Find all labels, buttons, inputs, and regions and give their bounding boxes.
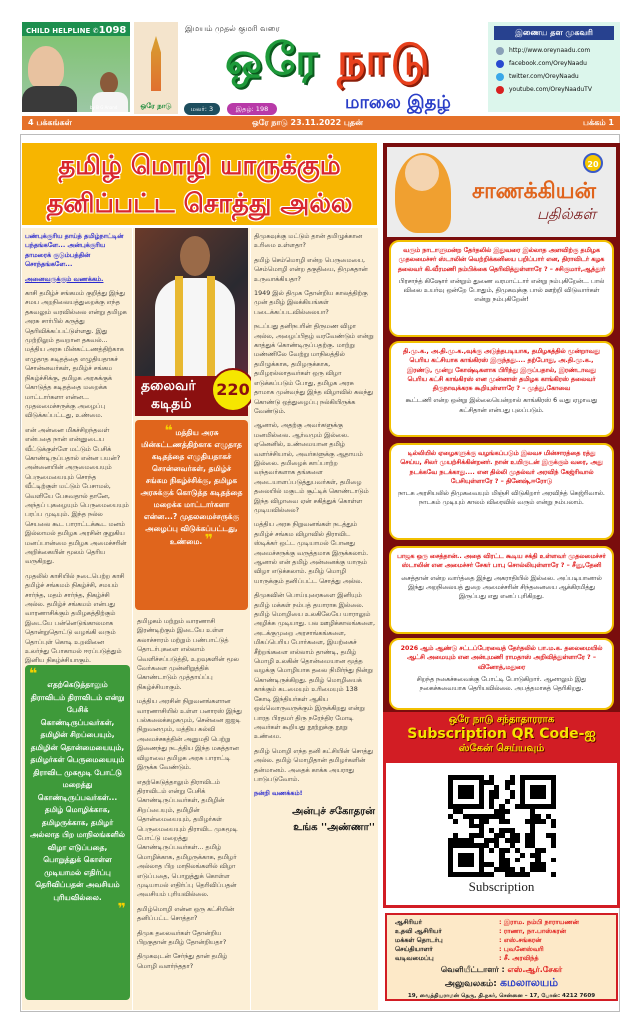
paragraph: தமிழகம் மற்றும் வாரணாசி இரண்டிற்கும் இடையே உள்ள கலாச்சாரம் மற்றும் பண்பாட்டுத் தொடர்புகளை எல்லாம் வெளிச்சப்படுத்தி, உறவுகளின் மூல வேர்களை முன்னிறுத்திக் கொண்டாடும் முத்தாய்ப்பு நிகழ்ச்சியாகும். — [137, 617, 239, 691]
answer: சிறந்த நகைச்சுவைக்கு போட்டி போடுகிறார். ஆனாலும் இது நகைச்சுவையாக தெரியவில்லை. அபத்தமாகத் தெரிகிறது. — [416, 675, 587, 693]
badge-line: கடிதம் — [151, 396, 192, 412]
masthead-title — [225, 34, 432, 86]
subscription-line: ஒரே நாடு சந்தாதாரராக — [448, 714, 555, 725]
headline-line: தனிப்பட்ட சொத்து அல்ல — [46, 189, 353, 219]
facebook-icon — [496, 60, 504, 68]
paragraph: தமிழ் மொழி எந்த தனி கட்சியின் சொத்து அல்ல. தமிழ் மொழிதான் தமிழர்களின் தன்மானம். அதைக் காக்க அயராது பாடுபடுவோம். — [254, 746, 374, 783]
qa-item — [389, 546, 614, 634]
answer: நாடக அரசியலில் திமுகவையும் மிஞ்சி விடுகிறார் அரவிந்த் கெஜ்ரிவால். நாடகம் முடியும் காலம் விரைவில் வரும் என்று நம்பலாம். — [398, 490, 605, 507]
newspaper-logo — [134, 22, 178, 114]
chanakyan-subtitle: பதில்கள் — [537, 205, 597, 223]
twitter-link[interactable] — [488, 70, 620, 83]
volume-badge: மலர்: 3 — [184, 103, 220, 115]
link-text[interactable]: twitter.com/OreyNaadu — [509, 73, 579, 80]
tagline: இமயம் முதல் குமரி வரை — [185, 24, 280, 33]
author-photo — [135, 228, 248, 376]
web-heading: இணைய தள முகவரி — [494, 26, 614, 40]
open-quote-icon: ❝ — [29, 666, 38, 682]
portrait-image — [100, 72, 118, 94]
website-link[interactable] — [488, 44, 620, 57]
facebook-link[interactable] — [488, 57, 620, 70]
qr-code-box — [383, 760, 620, 908]
paragraph: ஆனால், அதற்கு அவர்களுக்கு மனமில்லை. ஆர்வமும் இல்லை. ஏனெனில், உண்மையான தமிழ் வளர்ச்சியால், அவர்களுக்கு ஆதாயம் இல்லை. தமிழைக் காப்பாற்ற வந்தவர்களாக தங்களை அடையாளப்படுத்துபவர்கள், தமிழை தலையில் மகுடம் சூட்டிக் கொண்டாடும் இந்த விழாவை ஏன் சகித்துக் கொள்ள முடியவில்லை? — [254, 421, 369, 514]
qa-item — [389, 638, 614, 710]
paragraph: மத்திய அரசின் நிறுவனங்களான வாரணாசியில் உள்ள பனாரஸ் இந்து பல்கலைக்கழகமும், சென்னை ஐஐடி நிறுவனமும், மத்திய கல்வி அமைச்சகத்தின் அனுமதி பெற்று இணைந்து நடத்திய இந்த மகத்தான விழாவை தமிழக அரசு பாராட்டி இருக்க வேண்டும். — [137, 697, 242, 772]
answer: சைத்தான் என்ற வார்த்தை இந்து அகராதியில் இல்லை. அப்படியானால் இந்து அறநிலையத் துறை அமைச்சரின் சிந்தனையை ஆக்கிரமித்து இருப்பது எது எனப் புரிகிறது. — [401, 574, 602, 601]
qa-item — [389, 443, 614, 540]
credit-row: உதவி ஆசிரியர் : ராணா, நா.பாஸ்கரன் — [395, 927, 567, 935]
youtube-icon — [496, 86, 504, 94]
qr-label: Subscription — [468, 879, 535, 894]
portrait-image — [28, 46, 64, 90]
page-number: பக்கம் 1 — [583, 118, 614, 127]
subscription-line: Subscription QR Code-ஐ — [407, 726, 596, 742]
credits-box — [385, 913, 618, 1001]
article-column-2-text — [135, 615, 248, 1010]
paragraph: முதலில் காசியில் நடைபெற்ற காசி தமிழ்ச் சங்கமம் நிகழ்ச்சி, சமயம் சார்ந்த, மதம் சார்ந்த, நிகழ்ச்சி அல்ல. தமிழ்ச் சங்கமம் என்பது வாரணாசிக்கும் தமிழகத்திற்கும் இடையே பன்னெடுங்காலமாக தொன்றுதொட்டு வழங்கி வரும் தொப்புள் கொடி உறவினை உலர்ந்து போகாமல் ஈரப்படுத்தும் இனிய நிகழ்ச்சியாகும். — [25, 571, 125, 665]
phone-icon: ✆ — [92, 27, 99, 35]
paragraph: என் அன்னை மிகச்சிறந்தவள் என்பதை நான் என்னுடைய வீட்டுக்குள்ளே மட்டும் பேசிக் கொண்டிருப்பதால் என்ன பயன்? அன்னையின் அருமையையும் பெருமையையும் சொந்த வீட்டிற்குள் மட்டும் பேசாமல், வெளியே பேசுவதால் தானே, அந்தப் புகழையும் பெருமையையும் பரப்ப முடியும். இந்த நல்ல செயலை கூட பாராட்டக்கூட மனம் இல்லாமல் தமிழக அரசின் குறுகிய மனப்பான்மை தமிழக அமைச்சரின் அறிக்கையின் மூலம் தெரிய வருகிறது. — [25, 425, 129, 566]
paragraph: தமிழ் செம்மொழி என்ற பெருமையை, செம்மொழி என்ற தகுதியை, திமுகதான் உருவாக்கியதா? — [254, 255, 368, 283]
answer: கூட்டணி என்ற ஒன்று இல்லையென்றால் காங்கிரஸ் 6 வது ஏழாவது கட்சிதான் என்பது புலப்படும். — [405, 397, 598, 414]
paragraph: திமுகவுக்கு மட்டும் தான் தமிழுக்கான உரிமை உள்ளதா? — [254, 232, 363, 250]
paragraph: எதற்கெடுத்தாலும் திராவிடம் திராவிடம் என்று பேசிக் கொண்டிருப்பவர்கள், தமிழின் சிறப்பையும், தமிழின் தொன்மையையும், தமிழர்கள் பெருமையையும் திராவிட முகமூடி போட்டு மறைத்து கொண்டிருப்பவர்கள்... தமிழ் மொழிக்காக, தமிழருக்காக, தமிழர் அல்லாத பிற மாநிலங்களில் விழா எடுப்பதை, பொறுத்துக் கொள்ள முடியாமல் எதிர்ப்பு தெரிவிப்பதன் அவசியம் புரியவில்லை. — [137, 777, 238, 899]
paragraph: மத்திய அரசு நிறுவனங்கள் நடத்தும் தமிழ்ச் சங்கம விழாவில் திராவிட ஸ்டிக்கர் ஒட்ட முடியாமல் போனது அமைச்சருக்கு வருத்தமாக இருக்கலாம். ஆனால் என் தமிழ் அன்னைக்கு யாரும் விழா எடுக்கலாம். தமிழ் மொழி யாருக்கும் தனிப்பட்ட சொத்து அல்ல. — [254, 520, 369, 585]
letter-number: 220 — [211, 368, 255, 412]
credit-row: ஆசிரியர் : இராம. நம்பி நாராயணன் — [395, 918, 579, 926]
open-quote-icon: ❝ — [164, 423, 173, 439]
office: அலுவலகம்: கமலாலயம் — [444, 976, 559, 989]
twitter-icon — [496, 73, 504, 81]
signature-line: அன்புச் சகோதரன் — [292, 805, 375, 817]
credit-row: வடிவமைப்பு : சீ. அரவிந்த் — [395, 954, 539, 962]
anniversary-logo: 20 — [583, 153, 603, 173]
close-quote-icon: ❞ — [204, 532, 214, 548]
greeting: அனைவருக்கும் வணக்கம். — [25, 274, 104, 283]
helpline-number: 1098 — [98, 25, 127, 36]
article-headline — [22, 143, 377, 225]
chanakyan-title: சாணக்கியன் — [472, 179, 596, 204]
masthead-part2: நாடு — [337, 34, 432, 85]
paragraph: திமுகவுடன் சேர்ந்து தான் தமிழ் மொழி வளர்ந்ததா? — [137, 952, 228, 970]
subscription-line: ஸ்கேன் செய்யவும் — [458, 743, 545, 754]
qr-code[interactable] — [448, 775, 556, 877]
promo-credit: by B G Anand — [90, 105, 118, 110]
paragraph: நடப்பது தனிநபரின் திருமண விழா அல்ல, அழைப்பிதழ் வரவேண்டும் என்று காத்துக் கொண்டிருப்பதற்கு. மாற்று மண்ணிலே வேற்று மாநிலத்தில் தமிழுக்காக, தமிழருக்காக, தமிழரல்லாதவர்கள் ஒரு விழா எடுக்கப்படும் போது, தமிழக அரசு தாமாக முன்வந்து இந்த விழாவில் கலந்து கொண்டு ஒத்துழைப்பு நல்கியிருக்க வேண்டும். — [254, 322, 374, 415]
question: தி.மு.க., அ.தி.மு.க.,வுக்கு அடுத்தபடியாக, தமிழகத்தில் மூன்றாவது பெரிய கட்சியாக காங்கிரஸ் இருந்தது.... தற்போது, அ.தி.மு.க., இரண்டு, மூன்று கோஷ்டிகளாக பிரிந்து இருப்பதால், இரண்டாவது பெரிய கட்சி காங்கிரஸ் என முன்னாள் தமிழக காங்கிரஸ் தலைவர் திருநாவுக்கரசு கூறியுள்ளாரே ? – முத்து,கோவை — [403, 348, 600, 393]
pull-quote-text: எதற்கெடுத்தாலும் திராவிடம் திராவிடம் என்று பேசிக் கொண்டிருப்பவர்கள், தமிழின் சிறப்பையும், தமிழின் தொன்மையையும், தமிழர்கள் பெருமையையும் திராவிட முகமூடி போட்டு மறைத்து கொண்டிருப்பவர்கள்... தமிழ் மொழிக்காக, தமிழருக்காக, தமிழர் அல்லாத பிற மாநிலங்களில் விழா எடுப்பதை, பொறுத்துக் கொள்ள முடியாமல் எதிர்ப்பு தெரிவிப்பதன் அவசியம் புரியவில்லை. — [29, 680, 126, 902]
page-count: 4 பக்கங்கள் — [28, 118, 72, 127]
pull-quote-orange — [135, 420, 248, 610]
link-text[interactable]: youtube.com/OreyNaaduTV — [509, 86, 592, 93]
paragraph: தமிழ்மொழி என்ன ஒரு கட்சியின் தனிப்பட்ட சொத்தா? — [137, 904, 235, 923]
helpline-label: CHILD HELPLINE — [26, 27, 91, 35]
paragraph: திமுக தலைவர்கள் தோன்றிய பிறகுதான் தமிழ் தோன்றியதா? — [137, 928, 227, 946]
article-column-3 — [251, 228, 378, 1010]
portrait-image — [22, 86, 77, 112]
question: டில்லியில் ஏழைகளுக்கு வழங்கப்படும் இலவச மின்சாரத்தை ரத்து செய்ய, சிலர் முயற்சிக்கின்றனர். நான் உயிருடன் இருக்கும் வரை, அது நடக்கவே நடக்காது.... என தில்லி முதல்வர் அரவிந் கேஜ்ரிவால் பேசியுள்ளாரே ? – தினேஷ்,ஈரோடு — [400, 450, 603, 485]
question: 2026 ஆம் ஆண்டு சட்டப்பேரவைத் தேர்தலில் பா.ம.க. தலைமையில் ஆட்சி அமையும் என அன்புமணி ராமதாஸ் அறிவித்துள்ளாரே ? – வினோத்,மதுரை — [400, 645, 603, 671]
pen-icon — [151, 36, 161, 91]
masthead-part1: ஒரே — [225, 34, 320, 85]
qa-item — [389, 240, 614, 337]
qa-item — [389, 341, 614, 437]
paragraph: 1949 இல் திமுக தோன்றிய காலத்திற்கு முன் தமிழ் இலக்கியங்கள் படைக்கப்படவில்லையா? — [254, 289, 368, 316]
subscription-banner — [383, 712, 620, 760]
paragraph: திமுகவின் பொய்யுரைகளை இனியும் தமிழ் மக்கள் நம்பத் தயாராக இல்லை. தமிழ் மொழியை உலகிலேயே யாராலும் அழிக்க முடியாது. பல ஊழிக்காலங்களை, அடக்குமுறை அரசாங்கங்களை, மிகப்பெரிய போர்களை, இயற்கைச் சீற்றங்களை எல்லாம் தாண்டி, தமிழ் மொழி உலகின் தொன்மையான மூத்த வழக்கு மொழியாக தலை நிமிர்ந்து நின்று கொண்டிருக்கிறது. தமிழ் மொழியைக் காக்கும் கடமையும் உரிமையும் 138 கோடி இந்தியர்கள் ஆகிய ஒவ்வொருவருக்கும் இருக்கிறது என்று பாரத பிரதமர் திரு நரேந்திர மோடி அவர்கள் கூறியது நூற்றுக்கு நூறு உண்மை. — [254, 591, 375, 741]
close-quote-icon: ❞ — [117, 901, 126, 917]
sage-illustration — [405, 155, 439, 191]
paragraph: காசி தமிழ்ச் சங்கமம் குறித்து இந்து சமய அறநிலையத்துறைக்கு எந்த தகவலும் வரவில்லை என்று தமிழக அரசு சார்பில் கருத்து தெரிவிக்கப்பட்டுள்ளது. இது முற்றிலும் தவறான தகவல்... மத்திய அரசு மின்கட்டணத்திற்காக எழுதாத கடிதத்தை எழுதியதாகச் சொன்னவர்கள், தமிழ்ச் சங்கம நிகழ்ச்சிக்கு, தமிழக அரசுக்குக் கொடுத்த கடிதத்தை மறைக்க மாட்டார்களா என்ன... முதலமைச்சருக்கு அழைப்பு விடுக்கப்பட்டது, உண்மை. — [25, 289, 127, 420]
intro: பண்புக்குரிய தாய்த் தமிழ்நாட்டின் பந்தங்களே... அன்புக்குரிய தாமரைக் குடும்பத்தின் சொந்தங்களே... — [25, 232, 124, 269]
answer: பிரசாந்த் கிஷோர் என்றும் துணை வரமாட்டார் என்று நம்புகிறேன்... பால் விலை உயர்வு ஒன்றே போதும், திமுகவுக்கு பால் ஊற்றி விடுவார்கள் என்று நம்புகிறேன்! — [398, 277, 605, 304]
pull-quote-green — [25, 665, 130, 1000]
child-helpline-ad — [22, 22, 130, 112]
publisher: வெளியீட்டாளர் : எஸ்.ஆர்.சேகர் — [440, 965, 563, 974]
globe-icon — [496, 47, 504, 55]
issue-badge: இதழ்: 198 — [227, 103, 277, 115]
logo-text: ஒரே நாடு — [140, 102, 172, 110]
credit-row: செய்தியாளர் : புவனேஸ்வரி — [395, 945, 544, 953]
thanks: நன்றி வணக்கம்! — [254, 789, 303, 798]
signature-line: உங்க ''அண்ணா'' — [293, 821, 375, 833]
address: 19, வைத்தியராமன் தெரு, தி.நகர், சென்னை – 17, போன்: 4212 7609 — [407, 993, 596, 999]
link-text[interactable]: http://www.oreynaadu.com — [509, 47, 591, 54]
info-bar — [22, 116, 620, 130]
leader-letter-badge — [135, 376, 248, 416]
credit-row: மக்கள் தொடர்பு : எஸ்.சங்கரன் — [395, 936, 542, 944]
headline-line: தமிழ் மொழி யாருக்கும் — [58, 151, 341, 181]
edition-label: மாலை இதழ் — [345, 92, 451, 113]
question: வரும் நாடாளுமன்ற தேர்தலில் இதுவரை இல்லாத அளவிற்கு தமிழக முதலமைச்சர் ஸ்டாலின் வெற்றிக்கனியை பறிப்பார் என, திராவிடர் கழக தலைவர் கி.வீரமணி நம்பிக்கை தெரிவித்துள்ளாரே ? – சசிகுமார்,ஆத்தூர் — [397, 247, 606, 273]
dateline: ஒரே நாடு 23.11.2022 புதன் — [252, 118, 363, 127]
web-links-box — [488, 22, 620, 112]
question: பாஜக ஒரு சைத்தான்.. அதை விரட்ட கூடிய சக்தி உள்ளவர் முதலமைச்சர் ஸ்டாலின் என அமைச்சர் சேகர் பாபு சொல்லியுள்ளாரே ? – சீனு,தேனி — [397, 553, 606, 570]
chanakyan-header — [387, 147, 616, 237]
pull-quote-text: மத்திய அரசு மின்கட்டணத்திற்காக எழுதாத கடிதத்தை எழுதியதாகச் சொன்னவர்கள், தமிழ்ச் சங்கம நிகழ்ச்சிக்கு, தமிழக அரசுக்குக் கொடுத்த கடிதத்தை மறைக்க மாட்டார்களா என்ன...? முதலமைச்சருக்கு அழைப்பு விடுக்கப்பட்டது, உண்மை. — [140, 428, 243, 546]
badge-line: தலைவர் — [141, 378, 196, 394]
link-text[interactable]: facebook.com/OreyNaadu — [509, 60, 587, 67]
youtube-link[interactable] — [488, 83, 620, 96]
